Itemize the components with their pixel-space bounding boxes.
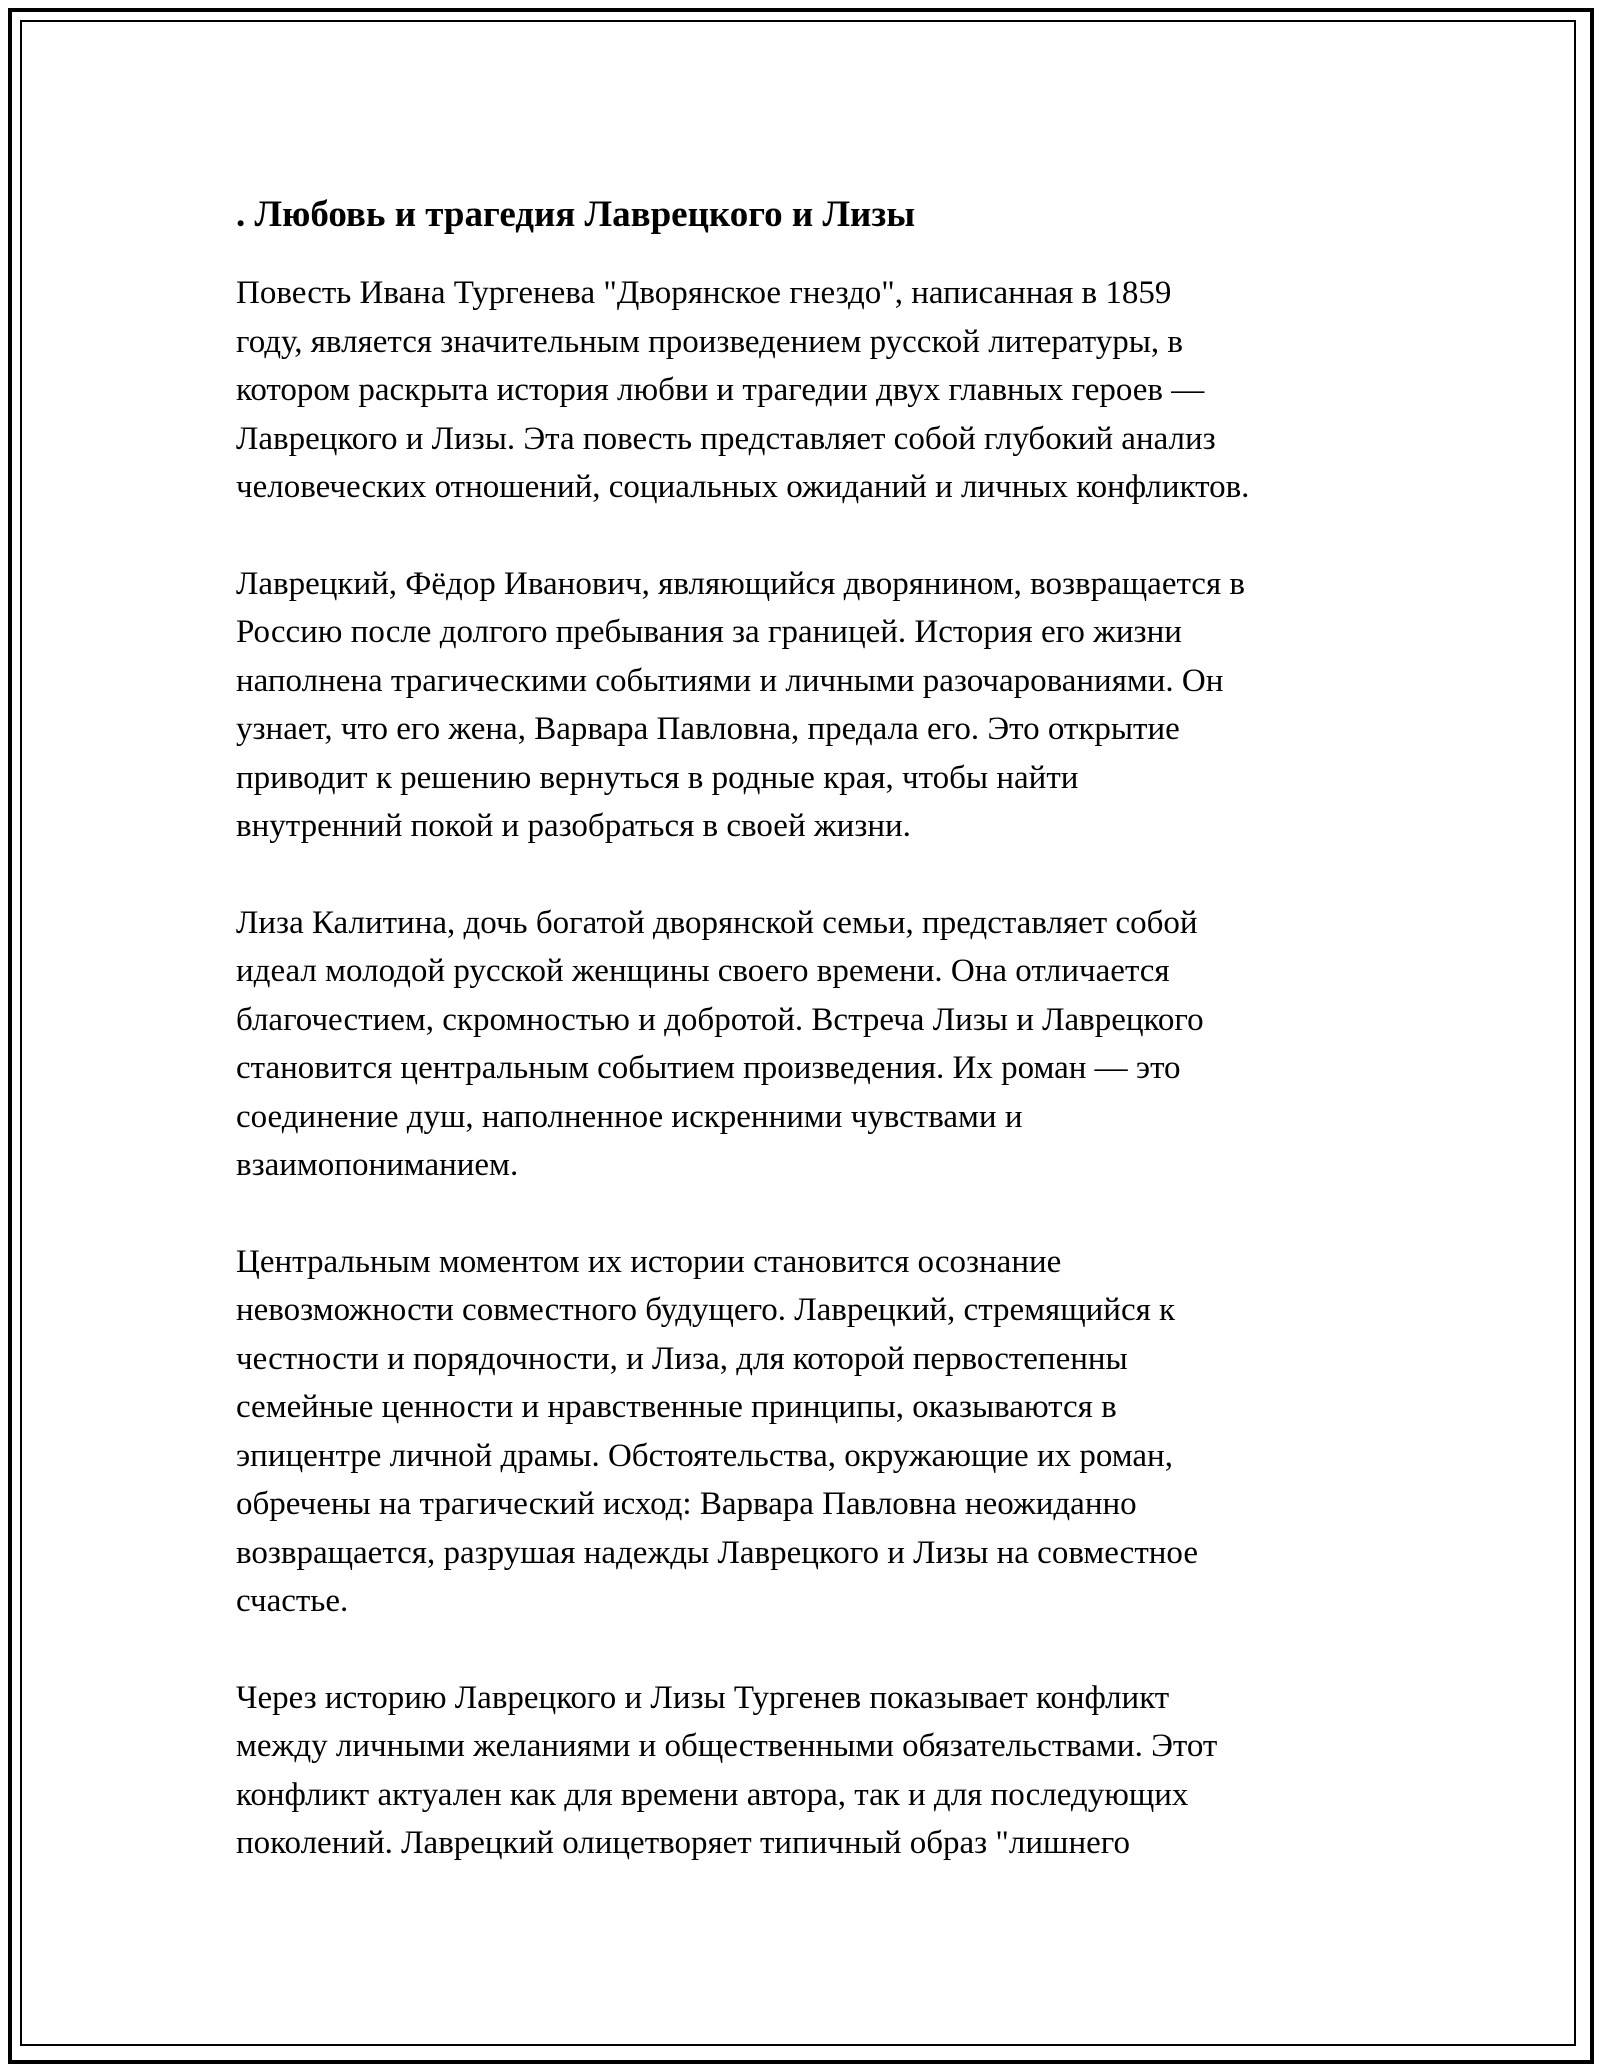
paragraph-conflict: Через историю Лаврецкого и Лизы Тургенев показывает конфликт между личными желаниями и общественными обязательствами. Этот конфликт актуален как для времени автора, так и для последующих поколений. Лаврецкий олицетворяет типичный образ "лишнего xyxy=(236,1679,1218,1861)
paragraph-lavretsky: Лаврецкий, Фёдор Иванович, являющийся дворянином, возвращается в Россию после долгого пребывания за границей. История его жизни наполнена трагическими событиями и личными разочарованиями. Он узнает, что его жена, Варвара Павловна, предала его. Это открытие приводит к решению вернуться в родные края, чтобы найти внутренний покой и разобраться в своей жизни. xyxy=(236,565,1245,844)
document-title: . Любовь и трагедия Лаврецкого и Лизы xyxy=(236,194,916,235)
paragraph-intro: Повесть Ивана Тургенева "Дворянское гнездо", написанная в 1859 году, является значительным произведением русской литературы, в котором раскрыта история любви и трагедии двух главных героев — Лаврецкого и Лизы. Эта повесть представляет собой глубокий анализ человеческих отношений, социальных ожиданий и личных конфликтов. xyxy=(236,275,1250,505)
document-page xyxy=(236,192,1386,1916)
paragraph-central-moment: Центральным моментом их истории становится осознание невозможности совместного будущего. Лаврецкий, стремящийся к честности и порядочности, и Лиза, для которой первостепенны семейные ценности и нравственные принципы, оказываются в эпицентре личной драмы. Обстоятельства, окружающие их роман, обречены на трагический исход: Варвара Павловна неожиданно возвращается, разрушая надежды Лаврецкого и Лизы на совместное счастье. xyxy=(236,1243,1198,1619)
paragraph-liza: Лиза Калитина, дочь богатой дворянской семьи, представляет собой идеал молодой русской женщины своего времени. Она отличается благочестием, скромностью и добротой. Встреча Лизы и Лаврецкого становится центральным событием произведения. Их роман — это соединение душ, наполненное искренними чувствами и взаимопониманием. xyxy=(236,904,1204,1183)
